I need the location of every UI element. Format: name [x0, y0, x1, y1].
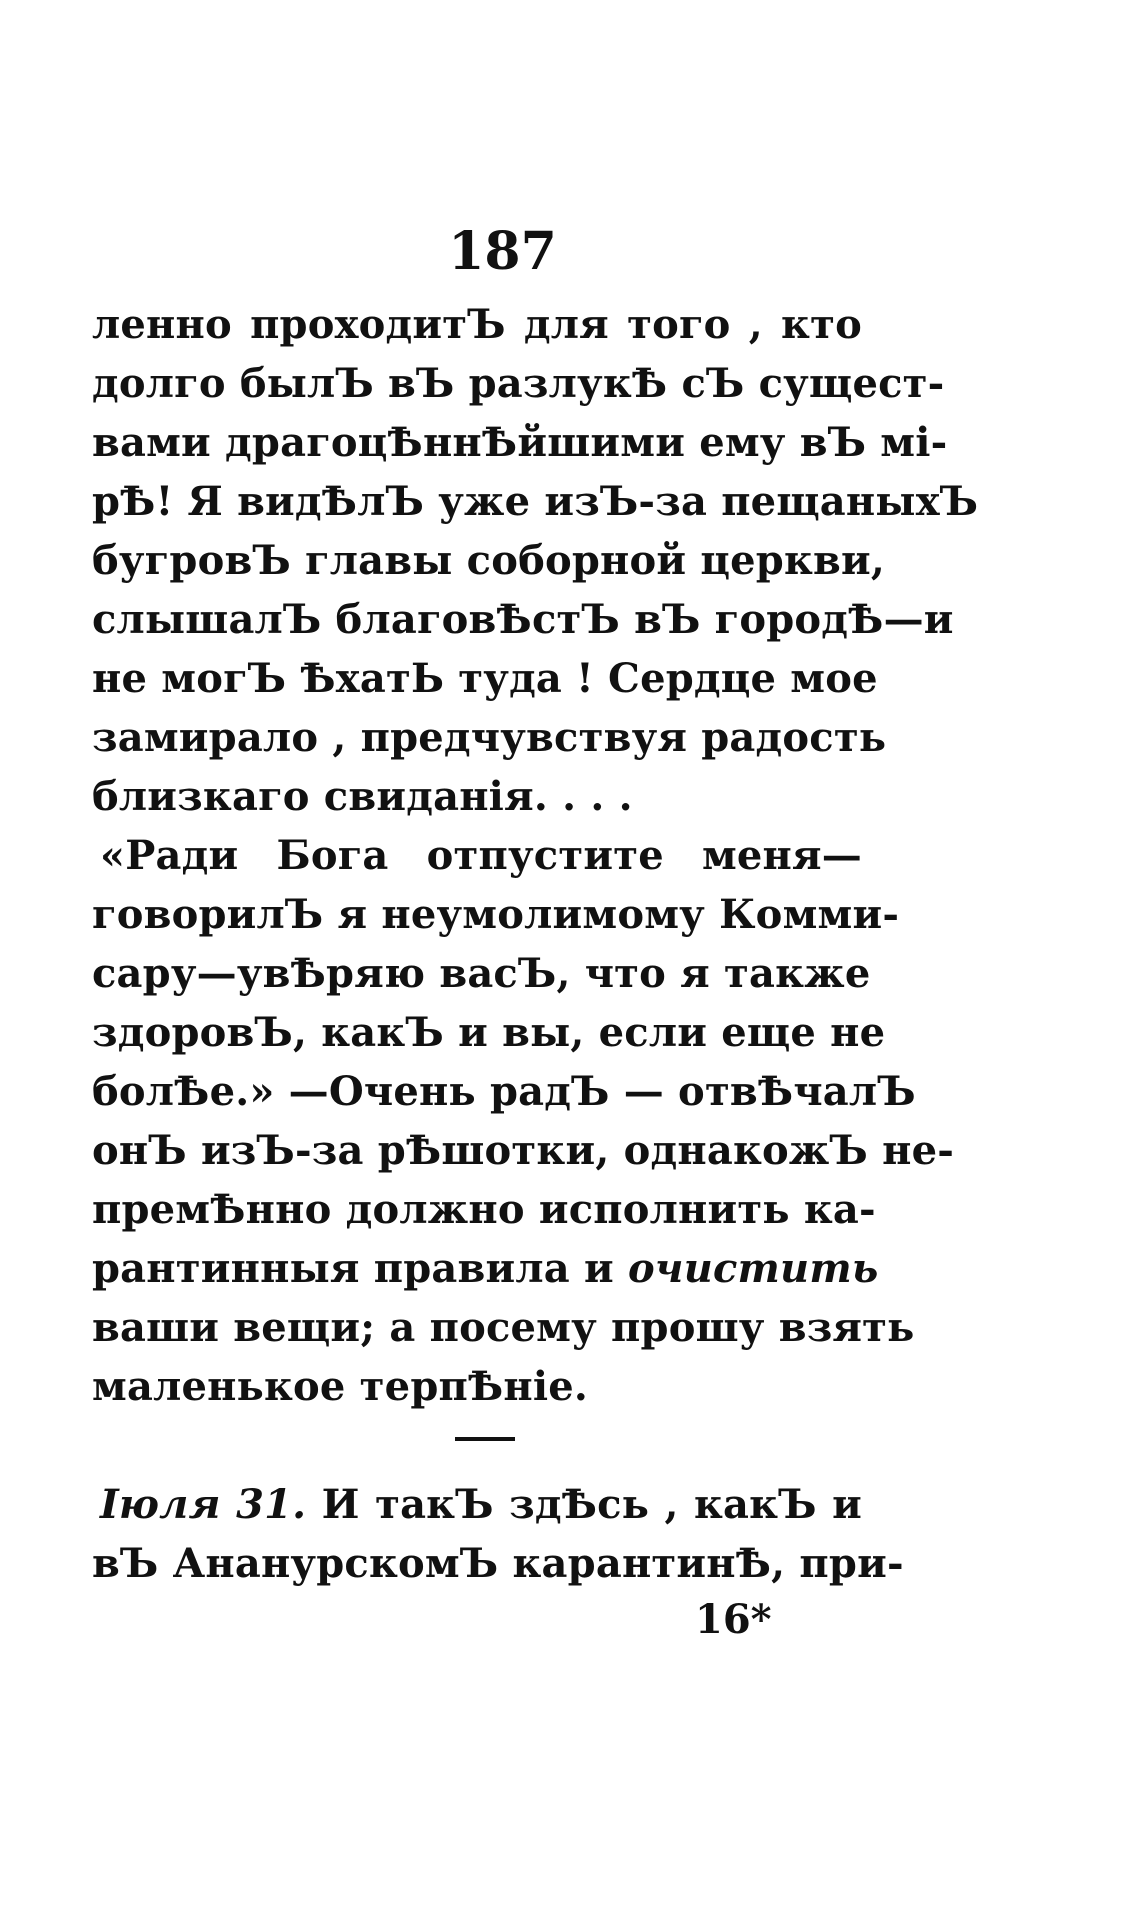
text-line: слышалЪ благовѢстЪ вЪ городѢ—и — [92, 596, 954, 643]
text-line: маленькое терпѢніе. — [92, 1363, 589, 1410]
main-text — [92, 295, 979, 1416]
page-number: 187 — [448, 221, 557, 282]
text-line: замирало , предчувствуя радость — [92, 714, 887, 761]
dated-line — [92, 1475, 862, 1534]
paragraph-2 — [92, 826, 955, 1416]
signature-mark: 16* — [695, 1596, 772, 1643]
text-line: не могЪ ѢхатЬ туда ! Сердце мое — [92, 655, 878, 702]
text-line: болѢе.» —Очень радЪ — отвѢчалЪ — [92, 1068, 916, 1115]
text-line-with-emphasis — [92, 1239, 879, 1298]
text-line: ленно проходитЪ для того , кто — [92, 301, 862, 348]
text-fragment: рантинныя правила и — [92, 1245, 629, 1292]
text-line: вЪ АнанурскомЪ карантинѢ, при- — [92, 1540, 904, 1587]
text-line: долго былЪ вЪ разлукѢ сЪ сущест- — [92, 360, 945, 407]
dated-section — [92, 1475, 904, 1593]
text-line: бугровЪ главы соборной церкви, — [92, 537, 886, 584]
text-fragment: И такЪ здѢсь , какЪ и — [306, 1481, 862, 1528]
text-line: ваши вещи; а посему прошу взять — [92, 1304, 915, 1351]
text-line: близкаго свиданія. . . . — [92, 773, 633, 820]
text-line: премѢнно должно исполнить ка- — [92, 1186, 876, 1233]
paragraph-1 — [92, 295, 979, 826]
emphasized-word: очистить — [628, 1245, 879, 1292]
section-divider — [455, 1437, 515, 1441]
text-line: «Ради Бога отпустите меня— — [100, 832, 862, 879]
text-line: сару—увѢряю васЪ, что я также — [92, 950, 871, 997]
text-line: рѢ! Я видѢлЪ уже изЪ-за пещаныхЪ — [92, 478, 979, 525]
text-line: вами драгоцѢннѢйшими ему вЪ мі- — [92, 419, 948, 466]
text-line: онЪ изЪ-за рѢшотки, однакожЪ не- — [92, 1127, 955, 1174]
entry-date: Іюля 31. — [100, 1481, 307, 1528]
text-line: здоровЪ, какЪ и вы, если еще не — [92, 1009, 886, 1056]
text-line: говорилЪ я неумолимому Комми- — [92, 891, 900, 938]
